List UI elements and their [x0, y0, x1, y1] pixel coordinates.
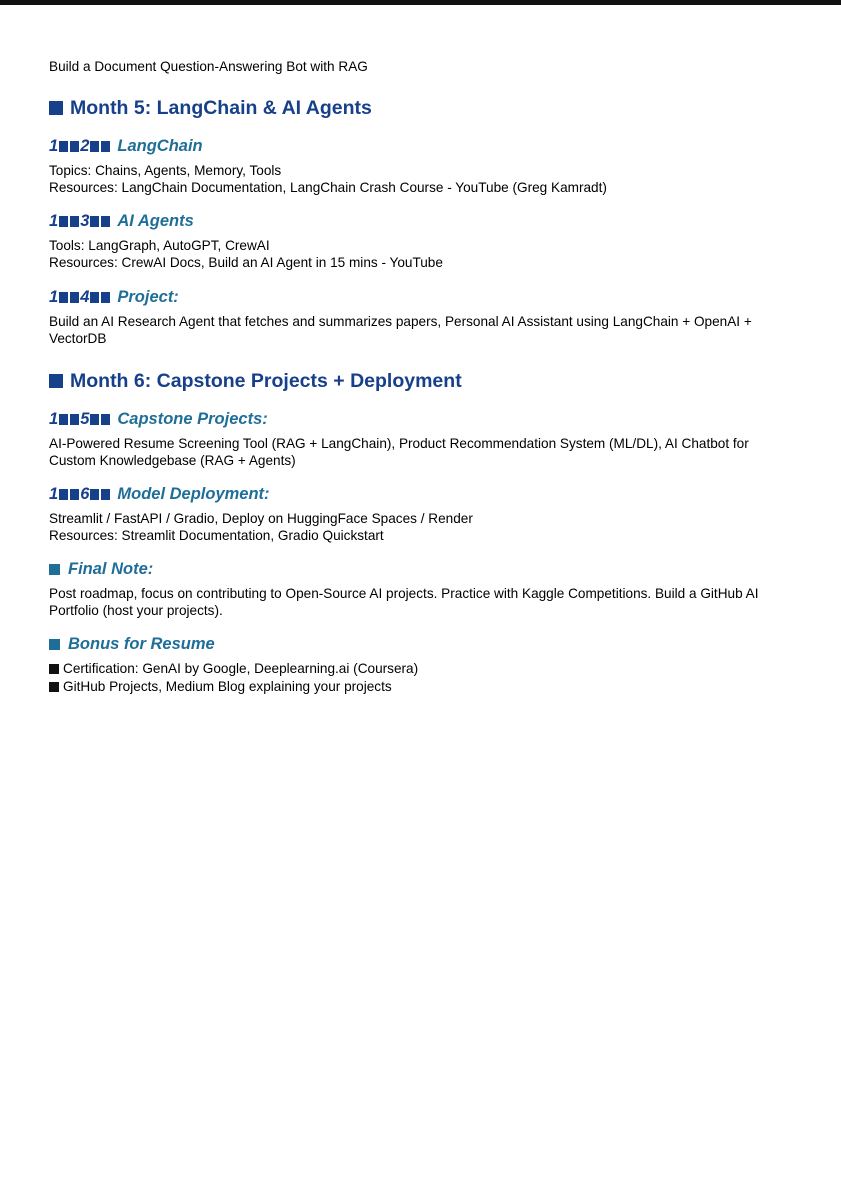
section-number-major: 1 — [49, 485, 59, 503]
section-1-2-heading — [49, 136, 203, 156]
month5-title: Month 5: LangChain & AI Agents — [70, 97, 372, 119]
subheading-square-icon — [49, 639, 60, 650]
section-number-major: 1 — [49, 288, 59, 306]
section-1-4-line1: Build an AI Research Agent that fetches and summarizes papers, Personal AI Assistant using LangChain + OpenAI + — [49, 314, 752, 329]
month6-heading — [49, 369, 462, 393]
glyph-box-icon — [90, 141, 99, 152]
bonus-item — [49, 660, 418, 677]
section-1-3-heading — [49, 211, 194, 231]
bullet-square-icon — [49, 664, 59, 674]
bonus-item-text: Certification: GenAI by Google, Deeplearning.ai (Coursera) — [63, 661, 419, 676]
section-1-5-heading — [49, 409, 268, 429]
bonus-title: Bonus for Resume — [68, 635, 215, 653]
glyph-box-icon — [70, 141, 79, 152]
glyph-box-icon — [101, 489, 110, 500]
section-1-4-line2: VectorDB — [49, 331, 107, 346]
section-number — [49, 409, 111, 429]
final-note-heading — [49, 559, 153, 579]
glyph-box-icon — [70, 489, 79, 500]
section-number-major: 1 — [49, 410, 59, 428]
bonus-item — [49, 678, 392, 695]
heading-square-icon — [49, 101, 63, 115]
final-note-line2: Portfolio (host your projects). — [49, 603, 223, 618]
final-note-title: Final Note: — [68, 560, 154, 578]
bullet-square-icon — [49, 682, 59, 692]
section-1-3-line1: Tools: LangGraph, AutoGPT, CrewAI — [49, 238, 270, 253]
section-title: Project: — [117, 288, 179, 306]
glyph-box-icon — [70, 216, 79, 227]
section-number — [49, 136, 111, 156]
section-number-minor: 4 — [80, 288, 90, 306]
section-number-minor: 6 — [80, 485, 90, 503]
glyph-box-icon — [59, 292, 68, 303]
section-title: AI Agents — [117, 212, 194, 230]
glyph-box-icon — [90, 414, 99, 425]
bonus-heading — [49, 634, 215, 654]
section-1-2-line2: Resources: LangChain Documentation, LangChain Crash Course - YouTube (Greg Kamradt) — [49, 180, 607, 195]
section-1-5-line1: AI-Powered Resume Screening Tool (RAG + LangChain), Product Recommendation System (ML/DL), AI Chatbot for — [49, 436, 749, 451]
glyph-box-icon — [70, 292, 79, 303]
section-title: Capstone Projects: — [117, 410, 268, 428]
glyph-box-icon — [90, 292, 99, 303]
glyph-box-icon — [70, 414, 79, 425]
top-border — [0, 0, 841, 5]
section-1-4-heading — [49, 287, 179, 307]
glyph-box-icon — [59, 141, 68, 152]
section-title: LangChain — [117, 137, 203, 155]
section-1-5-line2: Custom Knowledgebase (RAG + Agents) — [49, 453, 296, 468]
section-number-major: 1 — [49, 212, 59, 230]
section-1-3-line2: Resources: CrewAI Docs, Build an AI Agent in 15 mins - YouTube — [49, 255, 443, 270]
section-number — [49, 211, 111, 231]
glyph-box-icon — [90, 489, 99, 500]
glyph-box-icon — [59, 216, 68, 227]
section-1-2-line1: Topics: Chains, Agents, Memory, Tools — [49, 163, 282, 178]
glyph-box-icon — [101, 141, 110, 152]
glyph-box-icon — [59, 489, 68, 500]
section-number-major: 1 — [49, 137, 59, 155]
intro-line: Build a Document Question-Answering Bot with RAG — [49, 59, 368, 74]
glyph-box-icon — [101, 414, 110, 425]
glyph-box-icon — [101, 292, 110, 303]
section-number-minor: 3 — [80, 212, 90, 230]
section-number-minor: 5 — [80, 410, 90, 428]
section-1-6-line2: Resources: Streamlit Documentation, Gradio Quickstart — [49, 528, 384, 543]
section-title: Model Deployment: — [117, 485, 270, 503]
section-number — [49, 484, 111, 504]
section-1-6-line1: Streamlit / FastAPI / Gradio, Deploy on HuggingFace Spaces / Render — [49, 511, 473, 526]
section-number-minor: 2 — [80, 137, 90, 155]
month6-title: Month 6: Capstone Projects + Deployment — [70, 370, 462, 392]
subheading-square-icon — [49, 564, 60, 575]
bonus-item-text: GitHub Projects, Medium Blog explaining your projects — [63, 679, 392, 694]
glyph-box-icon — [59, 414, 68, 425]
month5-heading — [49, 96, 372, 120]
section-number — [49, 287, 111, 307]
final-note-line1: Post roadmap, focus on contributing to Open-Source AI projects. Practice with Kaggle Competitions. Build a GitHub AI — [49, 586, 759, 601]
glyph-box-icon — [101, 216, 110, 227]
section-1-6-heading — [49, 484, 270, 504]
heading-square-icon — [49, 374, 63, 388]
glyph-box-icon — [90, 216, 99, 227]
